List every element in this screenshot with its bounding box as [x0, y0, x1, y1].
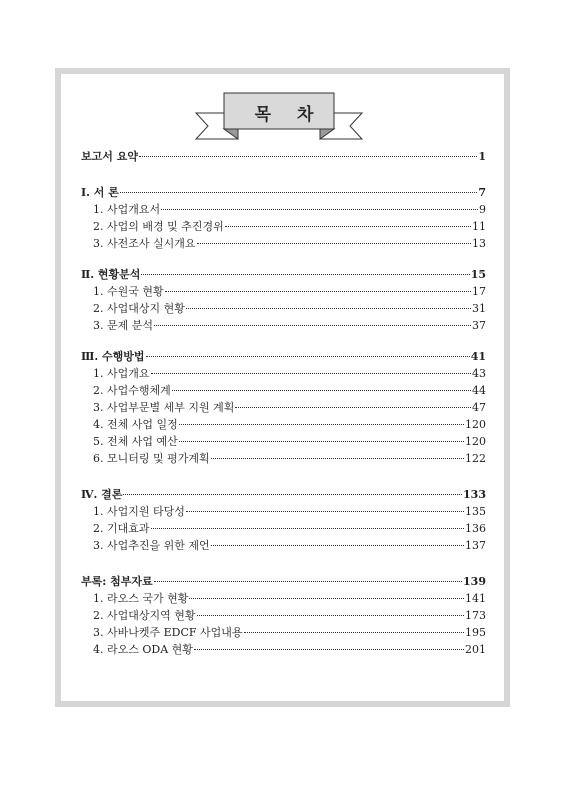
toc-page-number: 43	[472, 367, 486, 380]
toc-page-number: 139	[463, 575, 486, 588]
dot-leader	[141, 274, 469, 275]
title-banner	[194, 91, 364, 151]
toc-section[interactable]	[81, 348, 486, 365]
toc-item-title: 2. 사업대상지 현황	[93, 302, 185, 315]
toc-item[interactable]	[81, 537, 486, 554]
dot-leader	[161, 209, 478, 210]
toc-page-number: 11	[472, 220, 486, 233]
toc-item[interactable]	[81, 283, 486, 300]
dot-leader	[211, 458, 464, 459]
dot-leader	[120, 192, 477, 193]
toc-item[interactable]	[81, 624, 486, 641]
toc-page-number: 1	[478, 150, 486, 163]
toc-page-number: 120	[465, 418, 486, 431]
toc-item-title: 1. 사업개요	[93, 367, 150, 380]
toc-item-title: 2. 사업대상지역 현황	[93, 609, 196, 622]
toc-item[interactable]	[81, 218, 486, 235]
page-title: 목 차	[254, 104, 324, 125]
toc-page-number: 9	[479, 203, 486, 216]
dot-leader	[151, 528, 465, 529]
toc-section-title: Ⅳ. 결론	[81, 488, 123, 501]
dot-leader	[154, 581, 462, 582]
toc-page-number: 44	[472, 384, 486, 397]
toc-item[interactable]	[81, 450, 486, 467]
toc-item[interactable]	[81, 433, 486, 450]
toc-item[interactable]	[81, 416, 486, 433]
dot-leader	[194, 649, 464, 650]
dot-leader	[197, 615, 465, 616]
toc-page-number: 137	[465, 539, 486, 552]
toc-item-title: 2. 기대효과	[93, 522, 150, 535]
toc-item[interactable]	[81, 399, 486, 416]
toc-section[interactable]	[81, 486, 486, 503]
toc-item[interactable]	[81, 590, 486, 607]
toc-page-number: 31	[472, 302, 486, 315]
dot-leader	[179, 424, 464, 425]
toc-item-title: 2. 사업의 배경 및 추진경위	[93, 220, 224, 233]
toc-item-title: 1. 사업지원 타당성	[93, 505, 185, 518]
toc-page-number: 173	[465, 609, 486, 622]
toc-entry-title: 보고서 요약	[81, 150, 138, 163]
dot-leader	[139, 156, 477, 157]
toc-page-number: 195	[465, 626, 486, 639]
toc-item-title: 3. 문제 분석	[93, 319, 153, 332]
toc-item-title: 1. 수원국 현황	[93, 285, 164, 298]
dot-leader	[172, 390, 471, 391]
toc-item[interactable]	[81, 607, 486, 624]
document-frame	[55, 68, 510, 707]
toc-section-title: Ⅲ. 수행방법	[81, 350, 145, 363]
toc-page-number: 47	[472, 401, 486, 414]
dot-leader	[211, 545, 464, 546]
toc-page-number: 122	[465, 452, 486, 465]
toc-item-title: 5. 전체 사업 예산	[93, 435, 178, 448]
toc-section[interactable]	[81, 266, 486, 283]
toc-item-title: 3. 사바나켓주 EDCF 사업내용	[93, 626, 243, 639]
table-of-contents	[81, 148, 486, 658]
toc-page-number: 17	[472, 285, 486, 298]
toc-page-number: 141	[465, 592, 486, 605]
toc-section-title: 부록: 첨부자료	[81, 575, 153, 588]
toc-page-number: 136	[465, 522, 486, 535]
toc-item[interactable]	[81, 235, 486, 252]
dot-leader	[151, 373, 472, 374]
toc-item-title: 3. 사업추진을 위한 제언	[93, 539, 210, 552]
toc-page-number: 133	[463, 488, 486, 501]
toc-page-number: 41	[470, 350, 486, 363]
dot-leader	[146, 356, 470, 357]
toc-page-number: 37	[472, 319, 486, 332]
dot-leader	[123, 494, 462, 495]
toc-page-number: 120	[465, 435, 486, 448]
toc-item-title: 4. 전체 사업 일정	[93, 418, 178, 431]
toc-item[interactable]	[81, 520, 486, 537]
toc-item-title: 1. 라오스 국가 현황	[93, 592, 189, 605]
dot-leader	[235, 407, 471, 408]
toc-page-number: 15	[470, 268, 486, 281]
toc-item-title: 3. 사전조사 실시개요	[93, 237, 196, 250]
dot-leader	[179, 441, 464, 442]
toc-item-title: 1. 사업개요서	[93, 203, 161, 216]
dot-leader	[186, 308, 471, 309]
dot-leader	[189, 598, 464, 599]
toc-item[interactable]	[81, 317, 486, 334]
dot-leader	[186, 511, 464, 512]
toc-item-title: 6. 모니터링 및 평가계획	[93, 452, 210, 465]
toc-page-number: 7	[478, 186, 486, 199]
dot-leader	[154, 325, 471, 326]
toc-section-title: Ⅱ. 현황분석	[81, 268, 141, 281]
toc-section[interactable]	[81, 184, 486, 201]
toc-item-title: 4. 라오스 ODA 현황	[93, 643, 193, 656]
toc-page-number: 13	[472, 237, 486, 250]
toc-item[interactable]	[81, 503, 486, 520]
toc-item[interactable]	[81, 382, 486, 399]
toc-page-number: 135	[465, 505, 486, 518]
toc-page-number: 201	[465, 643, 486, 656]
toc-item-title: 2. 사업수행체계	[93, 384, 171, 397]
dot-leader	[225, 226, 471, 227]
toc-item[interactable]	[81, 201, 486, 218]
dot-leader	[244, 632, 464, 633]
toc-item[interactable]	[81, 641, 486, 658]
dot-leader	[197, 243, 472, 244]
toc-section[interactable]	[81, 573, 486, 590]
toc-section-title: Ⅰ. 서 론	[81, 186, 119, 199]
toc-item[interactable]	[81, 365, 486, 382]
dot-leader	[165, 291, 471, 292]
toc-item-title: 3. 사업부문별 세부 지원 계획	[93, 401, 235, 414]
toc-item[interactable]	[81, 300, 486, 317]
toc-summary[interactable]	[81, 148, 486, 165]
